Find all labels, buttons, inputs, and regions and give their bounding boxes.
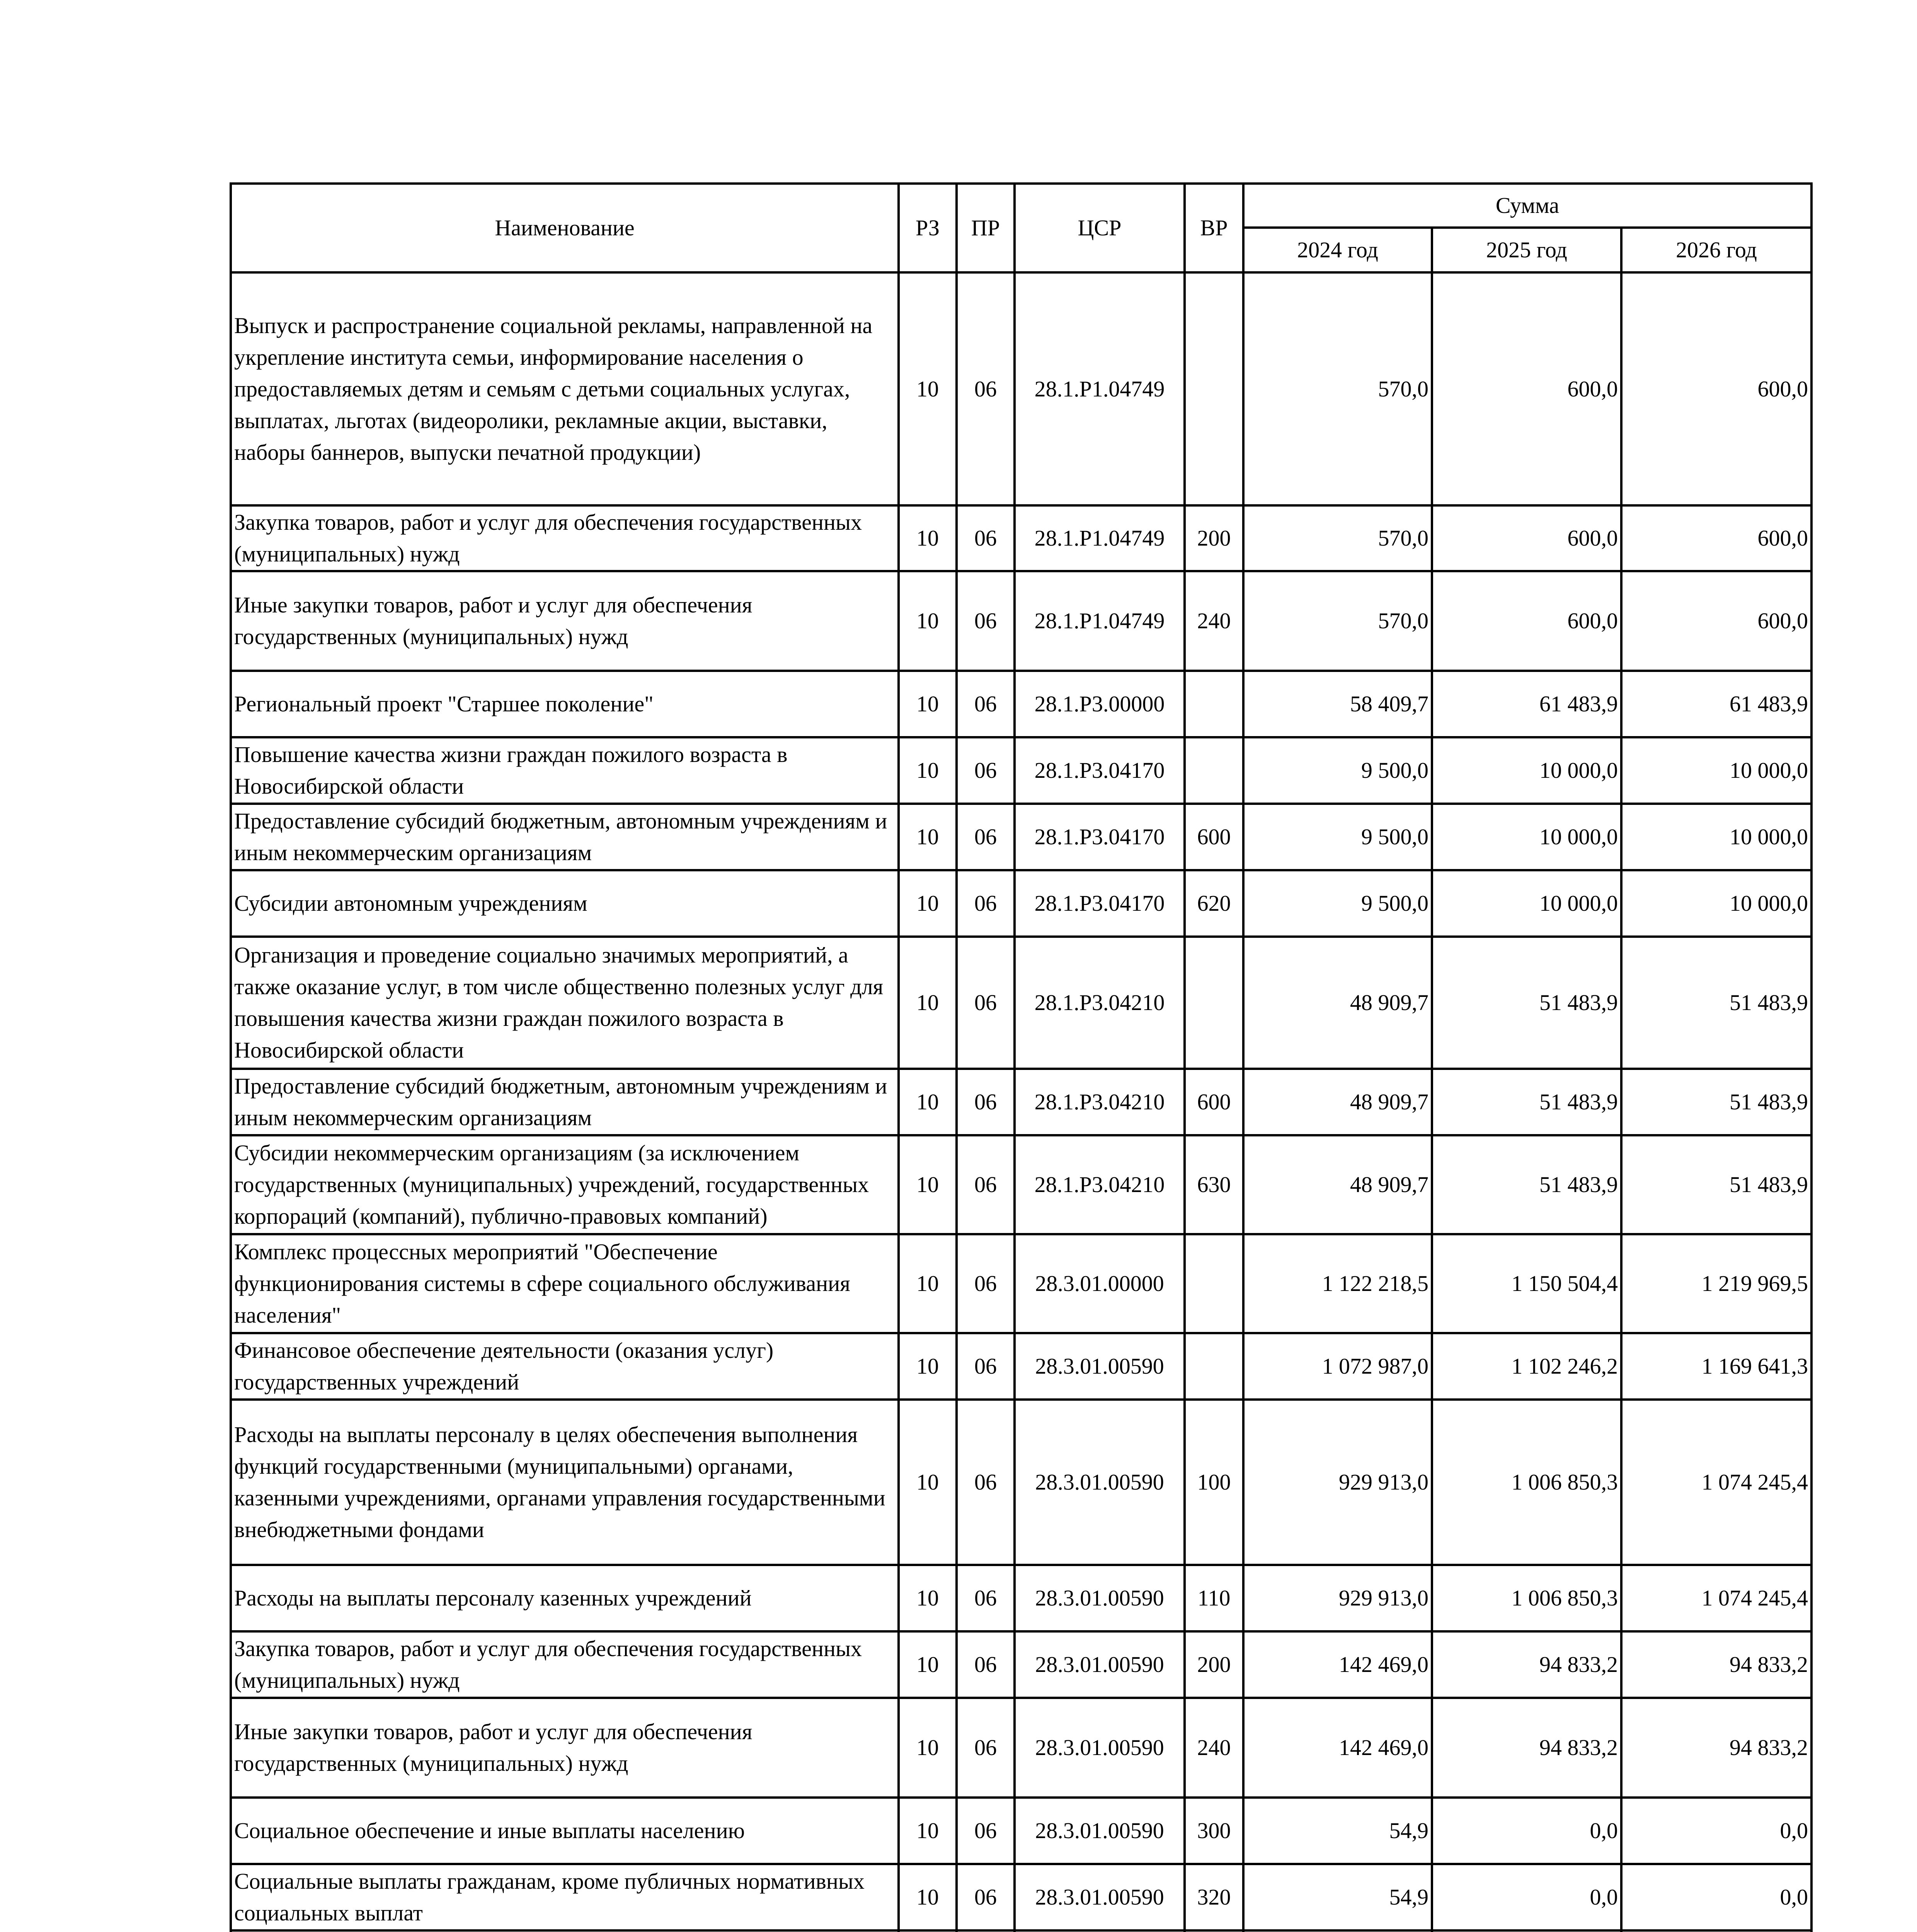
row-pr: 06 — [957, 804, 1015, 870]
table-row — [231, 505, 1811, 571]
row-rz: 10 — [899, 1234, 957, 1333]
row-name: Организация и проведение социально значимых мероприятий, а также оказание услуг, в том числе общественно полезных услуг для повышения качества жизни граждан пожилого возраста в Новосибирской области — [231, 937, 899, 1069]
row-pr: 06 — [957, 737, 1015, 804]
row-sum-2025: 0,0 — [1432, 1798, 1621, 1864]
row-vr: 240 — [1185, 1698, 1243, 1798]
row-sum-2026: 600,0 — [1621, 272, 1811, 505]
row-name: Региональный проект "Старшее поколение" — [231, 671, 899, 737]
row-name: Финансовое обеспечение деятельности (оказания услуг) государственных учреждений — [231, 1333, 899, 1400]
row-rz: 10 — [899, 1565, 957, 1631]
row-sum-2026: 94 833,2 — [1621, 1631, 1811, 1698]
row-csr: 28.1.P3.04170 — [1015, 737, 1185, 804]
row-pr: 06 — [957, 937, 1015, 1069]
row-pr: 06 — [957, 1565, 1015, 1631]
row-rz: 10 — [899, 1400, 957, 1565]
header-vr: ВР — [1185, 184, 1243, 272]
row-rz: 10 — [899, 1135, 957, 1234]
row-name: Закупка товаров, работ и услуг для обеспечения государственных (муниципальных) нужд — [231, 505, 899, 571]
row-name: Расходы на выплаты персоналу казенных учреждений — [231, 1565, 899, 1631]
row-name: Расходы на выплаты персоналу в целях обеспечения выполнения функций государственными (муниципальными) органами, казенными учреждениями, органами управления государственными внебюджетными фондами — [231, 1400, 899, 1565]
row-sum-2024: 9 500,0 — [1243, 804, 1432, 870]
row-rz: 10 — [899, 1864, 957, 1930]
row-name: Социальные выплаты гражданам, кроме публичных нормативных социальных выплат — [231, 1864, 899, 1930]
row-pr: 06 — [957, 1631, 1015, 1698]
row-sum-2025: 1 006 850,3 — [1432, 1400, 1621, 1565]
row-rz: 10 — [899, 1069, 957, 1135]
row-csr: 28.1.P3.04210 — [1015, 937, 1185, 1069]
table-row — [231, 1069, 1811, 1135]
row-sum-2024 — [1243, 1930, 1432, 1932]
row-vr: 620 — [1185, 870, 1243, 937]
table-row — [231, 1864, 1811, 1930]
row-csr: 28.3.01.00590 — [1015, 1565, 1185, 1631]
header-csr: ЦСР — [1015, 184, 1185, 272]
table-row — [231, 870, 1811, 937]
table-row — [231, 1400, 1811, 1565]
row-sum-2024: 929 913,0 — [1243, 1400, 1432, 1565]
row-pr: 06 — [957, 571, 1015, 671]
row-pr: 06 — [957, 1400, 1015, 1565]
row-rz: 10 — [899, 937, 957, 1069]
row-pr: 06 — [957, 1333, 1015, 1400]
row-pr: 06 — [957, 1864, 1015, 1930]
row-sum-2025: 51 483,9 — [1432, 1135, 1621, 1234]
row-pr: 06 — [957, 505, 1015, 571]
row-sum-2025: 51 483,9 — [1432, 1069, 1621, 1135]
row-sum-2026: 600,0 — [1621, 571, 1811, 671]
row-sum-2024: 58 409,7 — [1243, 671, 1432, 737]
header-rz: РЗ — [899, 184, 957, 272]
row-sum-2026: 10 000,0 — [1621, 870, 1811, 937]
row-sum-2026: 10 000,0 — [1621, 804, 1811, 870]
row-rz: 10 — [899, 1798, 957, 1864]
table-row — [231, 1698, 1811, 1798]
row-rz: 10 — [899, 870, 957, 937]
table-row — [231, 737, 1811, 804]
row-vr: 630 — [1185, 1135, 1243, 1234]
row-name: Иные закупки товаров, работ и услуг для обеспечения государственных (муниципальных) нужд — [231, 1698, 899, 1798]
row-sum-2026: 1 074 245,4 — [1621, 1400, 1811, 1565]
table-row — [231, 937, 1811, 1069]
row-name: Комплекс процессных мероприятий "Обеспечение функционирования системы в сфере социального обслуживания населения" — [231, 1234, 899, 1333]
row-sum-2024: 570,0 — [1243, 505, 1432, 571]
row-rz: 10 — [899, 1698, 957, 1798]
row-sum-2026: 0,0 — [1621, 1798, 1811, 1864]
row-sum-2026: 600,0 — [1621, 505, 1811, 571]
row-csr: 28.1.P3.04170 — [1015, 804, 1185, 870]
row-vr — [1185, 1234, 1243, 1333]
row-sum-2024: 9 500,0 — [1243, 737, 1432, 804]
row-name: Субсидии автономным учреждениям — [231, 870, 899, 937]
row-pr: 06 — [957, 1135, 1015, 1234]
row-csr: 28.3.01.00590 — [1015, 1400, 1185, 1565]
header-sum: Сумма — [1243, 184, 1811, 228]
row-sum-2025: 600,0 — [1432, 272, 1621, 505]
row-sum-2025: 94 833,2 — [1432, 1698, 1621, 1798]
row-sum-2025: 600,0 — [1432, 505, 1621, 571]
row-name: Субсидии некоммерческим организациям (за исключением государственных (муниципальных) учреждений, государственных корпораций (компаний), публично-правовых компаний) — [231, 1135, 899, 1234]
row-rz: 10 — [899, 804, 957, 870]
row-vr — [1185, 1333, 1243, 1400]
row-sum-2024: 570,0 — [1243, 272, 1432, 505]
row-sum-2025: 1 006 850,3 — [1432, 1565, 1621, 1631]
row-csr: 28.1.P3.04210 — [1015, 1135, 1185, 1234]
row-csr: 28.3.01.00590 — [1015, 1798, 1185, 1864]
row-pr: 06 — [957, 272, 1015, 505]
row-sum-2026: 1 219 969,5 — [1621, 1234, 1811, 1333]
table-body — [231, 272, 1811, 1932]
row-vr: 100 — [1185, 1400, 1243, 1565]
row-vr: 600 — [1185, 1069, 1243, 1135]
table-row — [231, 1631, 1811, 1698]
row-vr: 200 — [1185, 1631, 1243, 1698]
row-sum-2024: 929 913,0 — [1243, 1565, 1432, 1631]
row-csr: 28.1.P3.00000 — [1015, 671, 1185, 737]
row-vr — [1185, 1930, 1243, 1932]
row-rz: 10 — [899, 571, 957, 671]
row-sum-2025: 10 000,0 — [1432, 737, 1621, 804]
header-pr: ПР — [957, 184, 1015, 272]
row-csr: 28.1.P1.04749 — [1015, 505, 1185, 571]
row-sum-2024: 1 072 987,0 — [1243, 1333, 1432, 1400]
row-pr: 06 — [957, 1234, 1015, 1333]
row-sum-2025: 10 000,0 — [1432, 870, 1621, 937]
table-row — [231, 571, 1811, 671]
row-vr: 320 — [1185, 1864, 1243, 1930]
header-2026: 2026 год — [1621, 228, 1811, 272]
row-pr — [957, 1930, 1015, 1932]
row-pr: 06 — [957, 870, 1015, 937]
row-vr: 200 — [1185, 505, 1243, 571]
row-pr: 06 — [957, 671, 1015, 737]
row-vr — [1185, 937, 1243, 1069]
row-csr: 28.1.P1.04749 — [1015, 272, 1185, 505]
row-name: Предоставление субсидий бюджетным, автономным учреждениям и иным некоммерческим организациям — [231, 1069, 899, 1135]
header-name: Наименование — [231, 184, 899, 272]
row-name: Социальное обеспечение и иные выплаты населению — [231, 1798, 899, 1864]
header-2024: 2024 год — [1243, 228, 1432, 272]
row-vr — [1185, 737, 1243, 804]
row-sum-2025: 0,0 — [1432, 1864, 1621, 1930]
row-sum-2024: 570,0 — [1243, 571, 1432, 671]
header-2025: 2025 год — [1432, 228, 1621, 272]
row-sum-2025: 10 000,0 — [1432, 804, 1621, 870]
table-row — [231, 1930, 1811, 1932]
row-sum-2026: 51 483,9 — [1621, 1135, 1811, 1234]
row-rz: 10 — [899, 505, 957, 571]
row-rz: 10 — [899, 737, 957, 804]
row-sum-2025: 1 150 504,4 — [1432, 1234, 1621, 1333]
table-row — [231, 671, 1811, 737]
row-csr: 28.1.P3.04210 — [1015, 1069, 1185, 1135]
row-pr: 06 — [957, 1798, 1015, 1864]
row-sum-2025: 61 483,9 — [1432, 671, 1621, 737]
table-row — [231, 1333, 1811, 1400]
row-vr — [1185, 671, 1243, 737]
row-vr: 240 — [1185, 571, 1243, 671]
row-name: Иные закупки товаров, работ и услуг для обеспечения государственных (муниципальных) нужд — [231, 571, 899, 671]
row-csr — [1015, 1930, 1185, 1932]
row-sum-2024: 54,9 — [1243, 1864, 1432, 1930]
row-sum-2026: 10 000,0 — [1621, 737, 1811, 804]
row-sum-2025: 1 102 246,2 — [1432, 1333, 1621, 1400]
row-sum-2024: 48 909,7 — [1243, 1135, 1432, 1234]
row-sum-2026: 1 074 245,4 — [1621, 1565, 1811, 1631]
row-csr: 28.3.01.00000 — [1015, 1234, 1185, 1333]
table-row — [231, 272, 1811, 505]
row-csr: 28.3.01.00590 — [1015, 1698, 1185, 1798]
row-sum-2024: 48 909,7 — [1243, 1069, 1432, 1135]
row-sum-2026: 0,0 — [1621, 1864, 1811, 1930]
row-name — [231, 1930, 899, 1932]
row-name: Предоставление субсидий бюджетным, автономным учреждениям и иным некоммерческим организациям — [231, 804, 899, 870]
row-name: Повышение качества жизни граждан пожилого возраста в Новосибирской области — [231, 737, 899, 804]
row-csr: 28.3.01.00590 — [1015, 1864, 1185, 1930]
row-csr: 28.3.01.00590 — [1015, 1631, 1185, 1698]
table-row — [231, 1135, 1811, 1234]
row-sum-2025: 51 483,9 — [1432, 937, 1621, 1069]
row-sum-2026: 94 833,2 — [1621, 1698, 1811, 1798]
row-sum-2026: 51 483,9 — [1621, 1069, 1811, 1135]
row-sum-2024: 142 469,0 — [1243, 1698, 1432, 1798]
table-row — [231, 1798, 1811, 1864]
row-sum-2026: 61 483,9 — [1621, 671, 1811, 737]
row-csr: 28.1.P1.04749 — [1015, 571, 1185, 671]
row-sum-2025: 600,0 — [1432, 571, 1621, 671]
row-sum-2026 — [1621, 1930, 1811, 1932]
row-rz: 10 — [899, 671, 957, 737]
row-sum-2024: 54,9 — [1243, 1798, 1432, 1864]
row-rz: 10 — [899, 272, 957, 505]
row-name: Закупка товаров, работ и услуг для обеспечения государственных (муниципальных) нужд — [231, 1631, 899, 1698]
budget-table — [230, 182, 1813, 1932]
row-sum-2025: 94 833,2 — [1432, 1631, 1621, 1698]
table-header — [231, 184, 1811, 272]
row-vr: 110 — [1185, 1565, 1243, 1631]
row-sum-2024: 48 909,7 — [1243, 937, 1432, 1069]
row-pr: 06 — [957, 1069, 1015, 1135]
row-sum-2024: 1 122 218,5 — [1243, 1234, 1432, 1333]
row-sum-2026: 51 483,9 — [1621, 937, 1811, 1069]
row-sum-2026: 1 169 641,3 — [1621, 1333, 1811, 1400]
table-row — [231, 804, 1811, 870]
table-row — [231, 1565, 1811, 1631]
row-vr: 300 — [1185, 1798, 1243, 1864]
row-name: Выпуск и распространение социальной рекламы, направленной на укрепление института семьи, информирование населения о предоставляемых детям и семьям с детьми социальных услугах, выплатах, льготах (видеоролики, рекламные акции, выставки, наборы баннеров, выпуски печатной продукции) — [231, 272, 899, 505]
row-sum-2025 — [1432, 1930, 1621, 1932]
row-vr — [1185, 272, 1243, 505]
row-vr: 600 — [1185, 804, 1243, 870]
row-csr: 28.1.P3.04170 — [1015, 870, 1185, 937]
table-row — [231, 1234, 1811, 1333]
row-sum-2024: 142 469,0 — [1243, 1631, 1432, 1698]
row-rz: 10 — [899, 1333, 957, 1400]
row-pr: 06 — [957, 1698, 1015, 1798]
row-csr: 28.3.01.00590 — [1015, 1333, 1185, 1400]
row-rz — [899, 1930, 957, 1932]
row-sum-2024: 9 500,0 — [1243, 870, 1432, 937]
row-rz: 10 — [899, 1631, 957, 1698]
